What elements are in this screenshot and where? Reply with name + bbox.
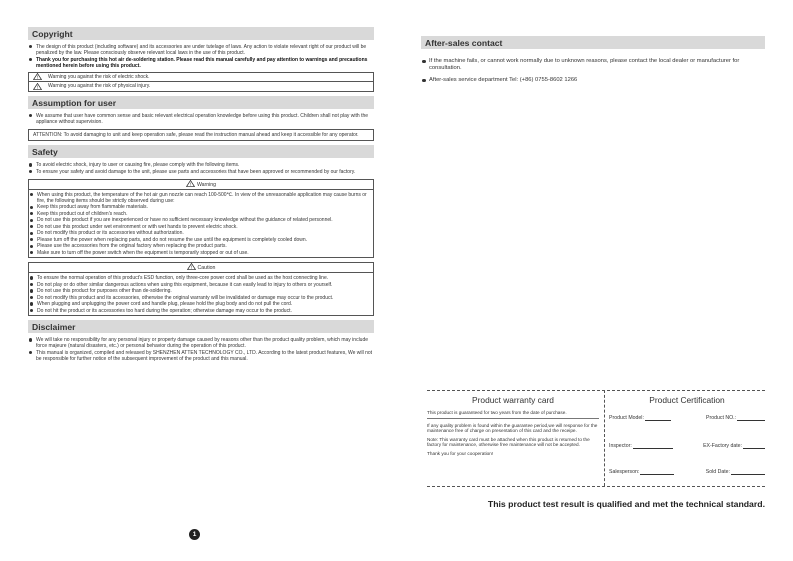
list-item: Do not modify this product and its accessories, otherwise the original warranty will be invalidated or damage may occur to the product.: [29, 295, 373, 301]
list-item: When plugging and unplugging the power cord and handle plug, please hold the plug body and do not pull the cord.: [29, 301, 373, 307]
cut-line: [427, 486, 765, 487]
list-item: Do not hit the product or its accessories too hard during the operation; otherwise damage may occur to the product.: [29, 308, 373, 314]
cut-line: [604, 390, 605, 486]
legend-text: Warning you against the risk of electric shock.: [48, 73, 150, 80]
aftersales-heading: After-sales contact: [421, 36, 765, 49]
disclaimer-list: [28, 337, 374, 362]
right-page: [421, 0, 765, 561]
warranty-text: If any quality problem is found within the guarantee period,we will response for the maintenance free of charge on presentation of this card and the receipe.: [427, 422, 598, 434]
list-item: Make sure to turn off the power switch when the equipment is temporarily stopped or out of use.: [29, 250, 373, 256]
list-item: Please turn off the power when replacing parts, and do not resume the use until the equipment is completely cooled down.: [29, 237, 373, 243]
copyright-list: [28, 44, 374, 69]
warning-triangle-icon: [33, 73, 42, 80]
list-item: We will take no responsibility for any personal injury or property damage caused by reasons other than the product quality problem, which may include force majeure (natural disasters, etc.) or personal behavior during the operation of this product.: [28, 337, 374, 349]
list-item: When using this product, the temperature of the hot air gun nozzle can reach 100-500℃. In view of the unreasonable application may cause burns or fire, the following items should be strictly observed during use:: [29, 192, 373, 204]
svg-text:!: !: [190, 266, 192, 271]
warranty-card: [421, 390, 765, 486]
svg-text:!: !: [36, 85, 39, 90]
svg-text:!: !: [36, 76, 39, 81]
sold-date-field: Sold Date:: [706, 469, 765, 475]
salesperson-field: Salesperson:: [609, 469, 674, 475]
caution-box-title: ! Caution: [29, 263, 373, 273]
list-item: This manual is organized, compiled and released by SHENZHEN ATTEN TECHNOLOGY CO., LTD. According to the latest product features, We will not be responsible for further notice of the subsequent improvement of the product and this manual.: [28, 350, 374, 362]
assumption-heading: Assumption for user: [28, 96, 374, 109]
warranty-title: Product warranty card: [472, 395, 554, 405]
list-item: Do not use this product if you are inexperienced or have no sufficient necessary knowledge without the guidance of related personnel.: [29, 217, 373, 223]
warning-triangle-icon: [33, 83, 42, 90]
safety-heading: Safety: [28, 145, 374, 158]
warning-box: [28, 179, 374, 258]
warranty-text: Thank you for your cooperation!: [427, 450, 494, 456]
left-page: [28, 0, 374, 561]
assumption-list: [28, 113, 374, 125]
list-item: The design of this product (including software) and its accessories are under tutelage of laws. Any action to violate relevant right of our product will be penalized by the law. Please consciously observe relevant local laws in the use of this product.: [28, 44, 374, 56]
safety-list: [28, 162, 374, 175]
list-item: We assume that user have common sense and basic relevant electrical operation knowledge before using this product. Children shall not play with the appliance without supervision.: [28, 113, 374, 125]
list-item: To ensure the normal operation of this product's ESD function, only three-core power cord shall be used as the host connecting line.: [29, 275, 373, 281]
inspector-field: Inspector:: [609, 443, 673, 449]
legend-row-physical: [29, 82, 373, 91]
ex-factory-date-field: EX-Factory date:: [703, 443, 765, 449]
warranty-text: Note: This warranty card must be attached when this product is returned to the factory for maintenance, otherwise free maintenance will not be accepted.: [427, 436, 590, 448]
list-item: After-sales service department Tel: (+86) 0755-8602 1266: [421, 77, 765, 84]
legend-row-electric: [29, 73, 373, 82]
list-item: To ensure your safety and avoid damage to the unit, please use parts and accessories that have been approved or recommended by our factory.: [28, 169, 374, 175]
test-result-statement: This product test result is qualified and met the technical standard.: [487, 499, 765, 509]
warning-triangle-icon: [187, 263, 196, 270]
warranty-text: This product is guaranteed for two years from the date of purchase.: [427, 410, 599, 419]
list-item: If the machine fails, or cannot work normally due to unknown reasons, please contact the local dealer or manufacturer for consultation.: [421, 58, 765, 72]
field-row: [609, 469, 765, 475]
warning-box-title: ! Warning: [29, 180, 373, 190]
list-item: Do not use this product for purposes other than de-soldering.: [29, 288, 373, 294]
page-number: 1: [189, 529, 200, 540]
list-item: Thank you for purchasing this hot air de-soldering station. Please read this manual carefully and pay attention to warnings and precautions mentioned herein before using this product.: [28, 57, 374, 69]
cut-line: [427, 390, 765, 391]
list-item: Do not modify this product or its accessories without authorization.: [29, 230, 373, 236]
warning-list: [29, 192, 373, 257]
legend-text: Warning you against the risk of physical injury.: [48, 83, 151, 90]
copyright-heading: Copyright: [28, 27, 374, 40]
certification-section: [609, 395, 765, 475]
field-row: [609, 415, 765, 421]
certification-title: Product Certification: [649, 395, 725, 405]
field-row: [609, 443, 765, 449]
list-item: Keep this product out of children's reach.: [29, 211, 373, 217]
list-item: Do not play or do other similar dangerous actions when using this equipment, because it can easily lead to injury to others or yourself.: [29, 282, 373, 288]
aftersales-list: [421, 58, 765, 84]
list-item: To avoid electric shock, injury to user or causing fire, please comply with the following items.: [28, 162, 374, 168]
product-number-field: Product NO.:: [706, 415, 765, 421]
caution-box: [28, 262, 374, 316]
list-item: Please use the accessories from the original factory when replacing the product parts.: [29, 243, 373, 249]
caution-list: [29, 275, 373, 315]
list-item: Do not use this product under wet environment or with wet hands to prevent electric shock.: [29, 224, 373, 230]
warning-triangle-icon: [186, 180, 195, 187]
list-item: Keep this product away from flammable materials.: [29, 204, 373, 210]
svg-text:!: !: [189, 182, 192, 187]
disclaimer-heading: Disclaimer: [28, 320, 374, 333]
warning-symbol-legend: [28, 72, 374, 92]
product-model-field: Product Model:: [609, 415, 671, 421]
attention-note: ATTENTION: To avoid damaging to unit and keep operation safe, please read the instruction manual ahead and keep it accessible for any operator.: [28, 129, 374, 141]
warranty-section: [427, 395, 599, 460]
